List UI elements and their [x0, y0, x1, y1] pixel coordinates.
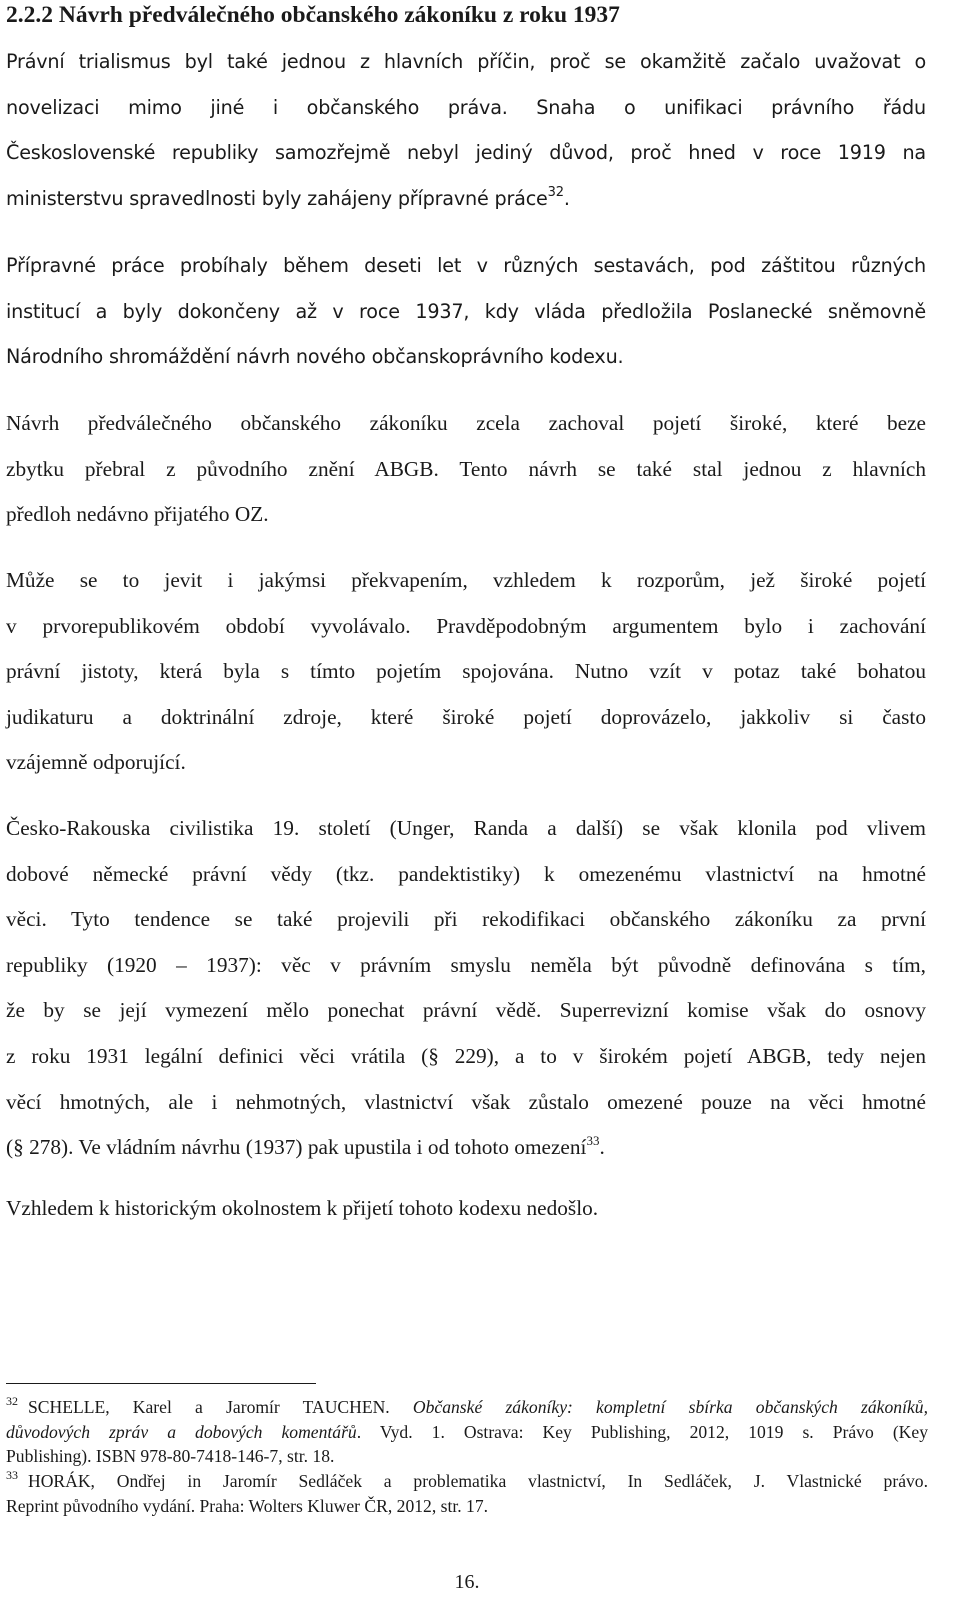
- footnote-line: [6, 1469, 928, 1494]
- paragraph-line: věcí hmotných, ale i nehmotných, vlastnictví však zůstalo omezené pouze na věci hmotné: [6, 1089, 926, 1114]
- paragraph-2: [6, 243, 926, 380]
- footnote-reference: 33: [586, 1133, 600, 1149]
- paragraph-line: republiky (1920 – 1937): věc v právním smyslu neměla být původně definována s tím,: [6, 952, 926, 977]
- footnote-number: 33: [6, 1468, 18, 1482]
- paragraph-line: judikaturu a doktrinální zdroje, které široké pojetí doprovázelo, jakkoliv si často: [6, 704, 926, 729]
- page-number: 16.: [454, 1571, 480, 1593]
- paragraph-line: Právní trialismus byl také jednou z hlavních příčin, proč se okamžitě začalo uvažovat o: [6, 50, 926, 73]
- footnote-line: [6, 1395, 928, 1420]
- paragraph-line: novelizaci mimo jiné i občanského práva. Snaha o unifikaci právního řádu: [6, 95, 926, 119]
- paragraph-line: z roku 1931 legální definici věci vrátila (§ 229), a to v širokém pojetí ABGB, tedy nejen: [6, 1043, 926, 1068]
- paragraph-line: zbytku přebral z původního znění ABGB. Tento návrh se také stal jednou z hlavních: [6, 456, 926, 481]
- paragraph-line: vzájemně odporující.: [6, 750, 186, 775]
- paragraph-line: že by se její vymezení mělo ponechat právní vědě. Superrevizní komise však do osnovy: [6, 998, 926, 1023]
- footnote-line: [6, 1420, 928, 1445]
- footnote-title: důvodových zpráv a dobových komentářů: [6, 1421, 357, 1442]
- footnote-text: HORÁK, Ondřej in Jaromír Sedláček a problematika vlastnictví, In Sedláček, J. Vlastnické právo.: [28, 1471, 928, 1491]
- paragraph-line: institucí a byly dokončeny až v roce 1937, kdy vláda předložila Poslanecké sněmovně: [6, 299, 926, 323]
- paragraph-line: Československé republiky samozřejmě nebyl jediný důvod, proč hned v roce 1919 na: [6, 141, 926, 165]
- paragraph-text: (§ 278). Ve vládním návrhu (1937) pak upustila i od tohoto omezení: [6, 1135, 587, 1160]
- paragraph-line: Česko-Rakouska civilistika 19. století (Unger, Randa a další) se však klonila pod vlivem: [6, 816, 926, 840]
- paragraph-1: [6, 39, 926, 221]
- paragraph-text: ministerstvu spravedlnosti byly zahájeny přípravné práce: [6, 186, 548, 210]
- footnote-line: Publishing). ISBN 978-80-7418-146-7, str. 18.: [6, 1446, 335, 1466]
- paragraph-line: Přípravné práce probíhaly během deseti let v různých sestavách, pod záštitou různých: [6, 254, 926, 277]
- paragraph-line: dobové německé právní vědy (tkz. pandektistiky) k omezenému vlastnictví na hmotné: [6, 861, 926, 886]
- footnote-reference: 32: [547, 184, 564, 200]
- footnote-author: SCHELLE, Karel a Jaromír TAUCHEN.: [28, 1397, 390, 1417]
- paragraph-5: [6, 806, 926, 1171]
- footnote-33: [6, 1469, 928, 1518]
- paragraph-line: věci. Tyto tendence se také projevili při rekodifikaci občanského zákoníku za první: [6, 907, 926, 932]
- paragraph-3: [6, 401, 926, 538]
- paragraph-line: Národního shromáždění návrh nového občanskoprávního kodexu.: [6, 345, 624, 369]
- section-heading: 2.2.2 Návrh předválečného občanského zákoníku z roku 1937: [6, 2, 620, 28]
- paragraph-line: Vzhledem k historickým okolnostem k přijetí tohoto kodexu nedošlo.: [6, 1196, 599, 1220]
- footnote-title: Občanské zákoníky: kompletní sbírka občanských zákoníků,: [412, 1397, 928, 1417]
- footnote-separator: [6, 1383, 316, 1384]
- paragraph-line: Může se to jevit i jakýmsi překvapením, vzhledem k rozporům, jež široké pojetí: [6, 568, 926, 592]
- paragraph-4: [6, 558, 926, 786]
- paragraph-line: [6, 1125, 926, 1171]
- paragraph-tail: .: [599, 1135, 605, 1160]
- footnote-number: 32: [6, 1394, 18, 1408]
- paragraph-line: právní jistoty, která byla s tímto pojetím spojována. Nutno vzít v potaz také bohatou: [6, 659, 926, 684]
- paragraph-line: Návrh předválečného občanského zákoníku zcela zachoval pojetí široké, které beze: [6, 411, 926, 435]
- paragraph-tail: .: [563, 186, 570, 210]
- paragraph-6: [6, 1186, 926, 1232]
- footnote-32: [6, 1395, 928, 1469]
- paragraph-line: v prvorepublikovém období vyvolávalo. Pravděpodobným argumentem bylo i zachování: [6, 613, 926, 638]
- footnote-text: . Vyd. 1. Ostrava: Key Publishing, 2012, 1019 s. Právo (Key: [356, 1421, 928, 1442]
- paragraph-line: předloh nedávno přijatého OZ.: [6, 502, 269, 527]
- footnote-line: Reprint původního vydání. Praha: Wolters Kluwer ČR, 2012, str. 17.: [6, 1495, 489, 1516]
- paragraph-line: [6, 176, 926, 222]
